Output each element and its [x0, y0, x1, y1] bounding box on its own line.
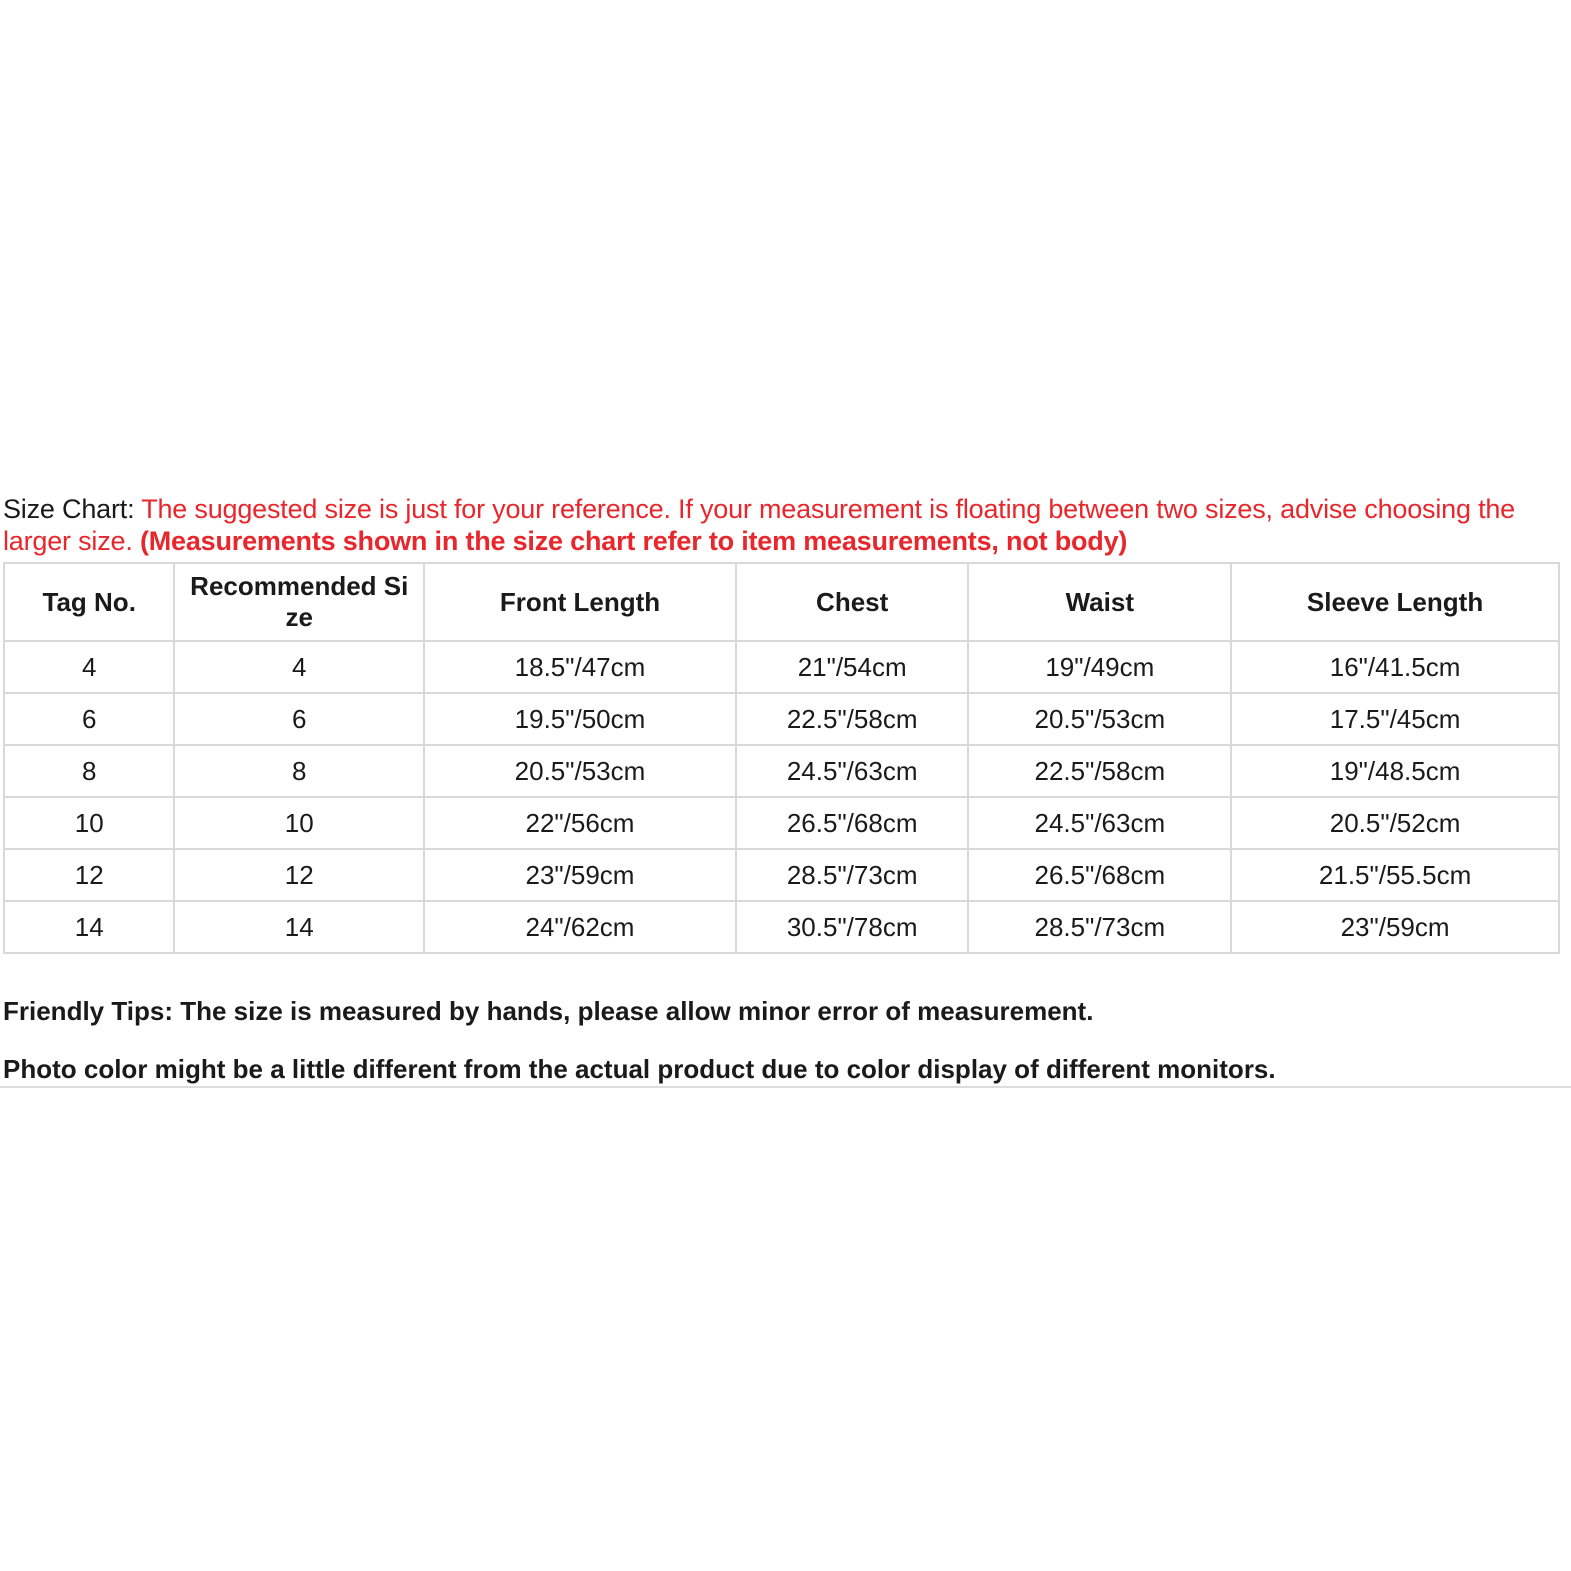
cell-front-length: 20.5"/53cm — [424, 745, 736, 797]
tips-line-photo-color: Photo color might be a little different from the actual product due to color display of different monitors. — [3, 1054, 1276, 1084]
cell-tag-no: 6 — [4, 693, 174, 745]
cell-waist: 26.5"/68cm — [968, 849, 1231, 901]
size-chart-intro — [3, 493, 1559, 557]
cell-tag-no: 8 — [4, 745, 174, 797]
header-recommended-size: Recommended Si ze — [174, 563, 424, 641]
cell-front-length: 23"/59cm — [424, 849, 736, 901]
tips-line-measurement: Friendly Tips: The size is measured by hands, please allow minor error of measurement. — [3, 996, 1094, 1026]
size-chart-label: Size Chart — [3, 494, 128, 524]
cell-chest: 22.5"/58cm — [736, 693, 969, 745]
header-front-length: Front Length — [424, 563, 736, 641]
size-chart-colon: : — [127, 494, 142, 524]
cell-waist: 20.5"/53cm — [968, 693, 1231, 745]
table-row — [4, 693, 1559, 745]
size-table — [3, 562, 1560, 954]
cell-sleeve-length: 21.5"/55.5cm — [1231, 849, 1559, 901]
cell-tag-no: 14 — [4, 901, 174, 953]
size-chart-note: The suggested size is just for your reference. If your measurement is floating between two sizes, advise choosing the larger size. — [3, 494, 1515, 556]
cell-front-length: 24"/62cm — [424, 901, 736, 953]
cell-chest: 28.5"/73cm — [736, 849, 969, 901]
size-chart-note-bold: (Measurements shown in the size chart refer to item measurements, not body) — [139, 526, 1128, 556]
table-row — [4, 797, 1559, 849]
cell-chest: 24.5"/63cm — [736, 745, 969, 797]
table-row — [4, 849, 1559, 901]
table-row — [4, 641, 1559, 693]
cell-recommended-size: 10 — [174, 797, 424, 849]
cell-waist: 22.5"/58cm — [968, 745, 1231, 797]
cell-recommended-size: 6 — [174, 693, 424, 745]
cell-recommended-size: 14 — [174, 901, 424, 953]
cell-tag-no: 12 — [4, 849, 174, 901]
cell-chest: 26.5"/68cm — [736, 797, 969, 849]
cell-sleeve-length: 20.5"/52cm — [1231, 797, 1559, 849]
header-sleeve-length: Sleeve Length — [1231, 563, 1559, 641]
header-chest: Chest — [736, 563, 969, 641]
cell-recommended-size: 8 — [174, 745, 424, 797]
cell-sleeve-length: 17.5"/45cm — [1231, 693, 1559, 745]
cell-waist: 19"/49cm — [968, 641, 1231, 693]
cell-front-length: 18.5"/47cm — [424, 641, 736, 693]
cell-chest: 30.5"/78cm — [736, 901, 969, 953]
friendly-tips — [3, 997, 1563, 1113]
header-tag-no: Tag No. — [4, 563, 174, 641]
cell-waist: 28.5"/73cm — [968, 901, 1231, 953]
table-row — [4, 745, 1559, 797]
header-waist: Waist — [968, 563, 1231, 641]
cell-tag-no: 10 — [4, 797, 174, 849]
cell-recommended-size: 4 — [174, 641, 424, 693]
table-row — [4, 901, 1559, 953]
cell-recommended-size: 12 — [174, 849, 424, 901]
cell-sleeve-length: 16"/41.5cm — [1231, 641, 1559, 693]
cell-front-length: 19.5"/50cm — [424, 693, 736, 745]
cell-waist: 24.5"/63cm — [968, 797, 1231, 849]
bottom-divider — [0, 1086, 1571, 1088]
cell-chest: 21"/54cm — [736, 641, 969, 693]
table-header-row — [4, 563, 1559, 641]
cell-sleeve-length: 23"/59cm — [1231, 901, 1559, 953]
cell-sleeve-length: 19"/48.5cm — [1231, 745, 1559, 797]
cell-front-length: 22"/56cm — [424, 797, 736, 849]
cell-tag-no: 4 — [4, 641, 174, 693]
